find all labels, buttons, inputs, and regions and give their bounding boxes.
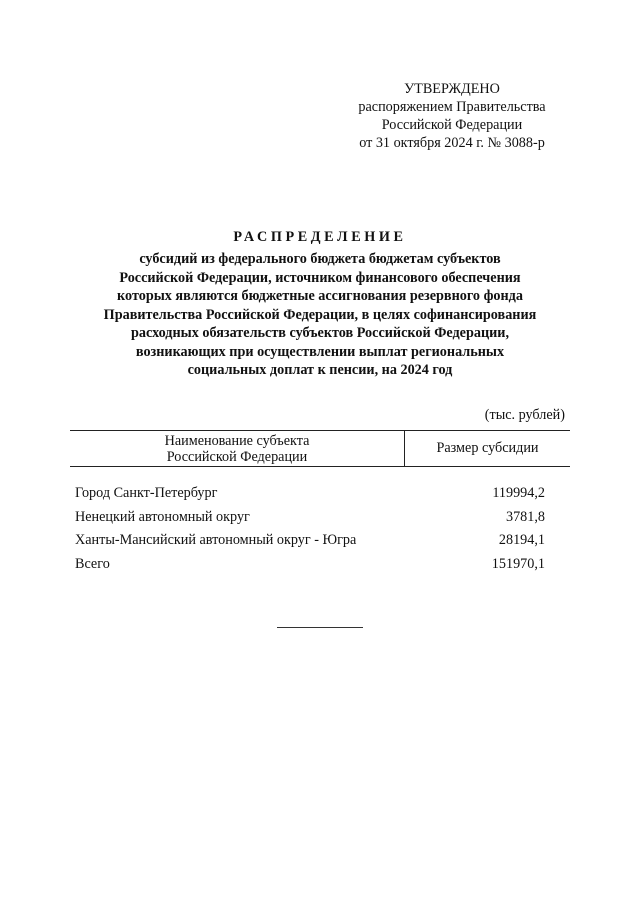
header-name-line: Российской Федерации — [166, 449, 308, 465]
closing-divider — [277, 627, 363, 628]
subsidy-value: 28194,1 — [498, 532, 545, 548]
table-row — [75, 532, 565, 556]
subtitle-line: расходных обязательств субъектов Российской Федерации, — [130, 325, 510, 341]
approval-line: Российской Федерации — [381, 117, 523, 133]
document-title: РАСПРЕДЕЛЕНИЕ — [233, 229, 407, 245]
header-subsidy-size: Размер субсидии — [436, 440, 539, 456]
total-label: Всего — [75, 555, 110, 572]
table-body — [75, 485, 565, 579]
approval-block — [340, 80, 564, 152]
table-header — [70, 430, 570, 467]
document-subtitle — [70, 250, 570, 380]
units-note: (тыс. рублей) — [484, 407, 565, 423]
subsidy-value: 119994,2 — [492, 485, 545, 501]
subtitle-line: Правительства Российской Федерации, в целях софинансирования — [103, 306, 537, 323]
subtitle-line: субсидий из федерального бюджета бюджетам субъектов — [139, 251, 501, 267]
region-name: Ханты-Мансийский автономный округ - Югра — [75, 532, 357, 548]
total-row — [75, 556, 565, 580]
approval-heading: УТВЕРЖДЕНО — [404, 81, 500, 97]
header-name-line: Наименование субъекта — [164, 433, 310, 449]
region-name: Город Санкт-Петербург — [75, 485, 218, 501]
subtitle-line: социальных доплат к пенсии, на 2024 год — [187, 362, 453, 378]
table-row — [75, 509, 565, 533]
region-name: Ненецкий автономный округ — [75, 508, 250, 525]
table-row — [75, 485, 565, 509]
subtitle-line: Российской Федерации, источником финансового обеспечения — [119, 269, 521, 286]
subtitle-line: возникающих при осуществлении выплат региональных — [135, 343, 505, 360]
approval-date-number: от 31 октября 2024 г. № 3088-р — [359, 135, 545, 151]
header-region-name — [70, 431, 405, 466]
total-value: 151970,1 — [491, 555, 545, 572]
subsidy-value: 3781,8 — [505, 508, 545, 525]
approval-line: распоряжением Правительства — [358, 99, 546, 115]
subtitle-line: которых являются бюджетные ассигнования резервного фонда — [117, 288, 523, 304]
